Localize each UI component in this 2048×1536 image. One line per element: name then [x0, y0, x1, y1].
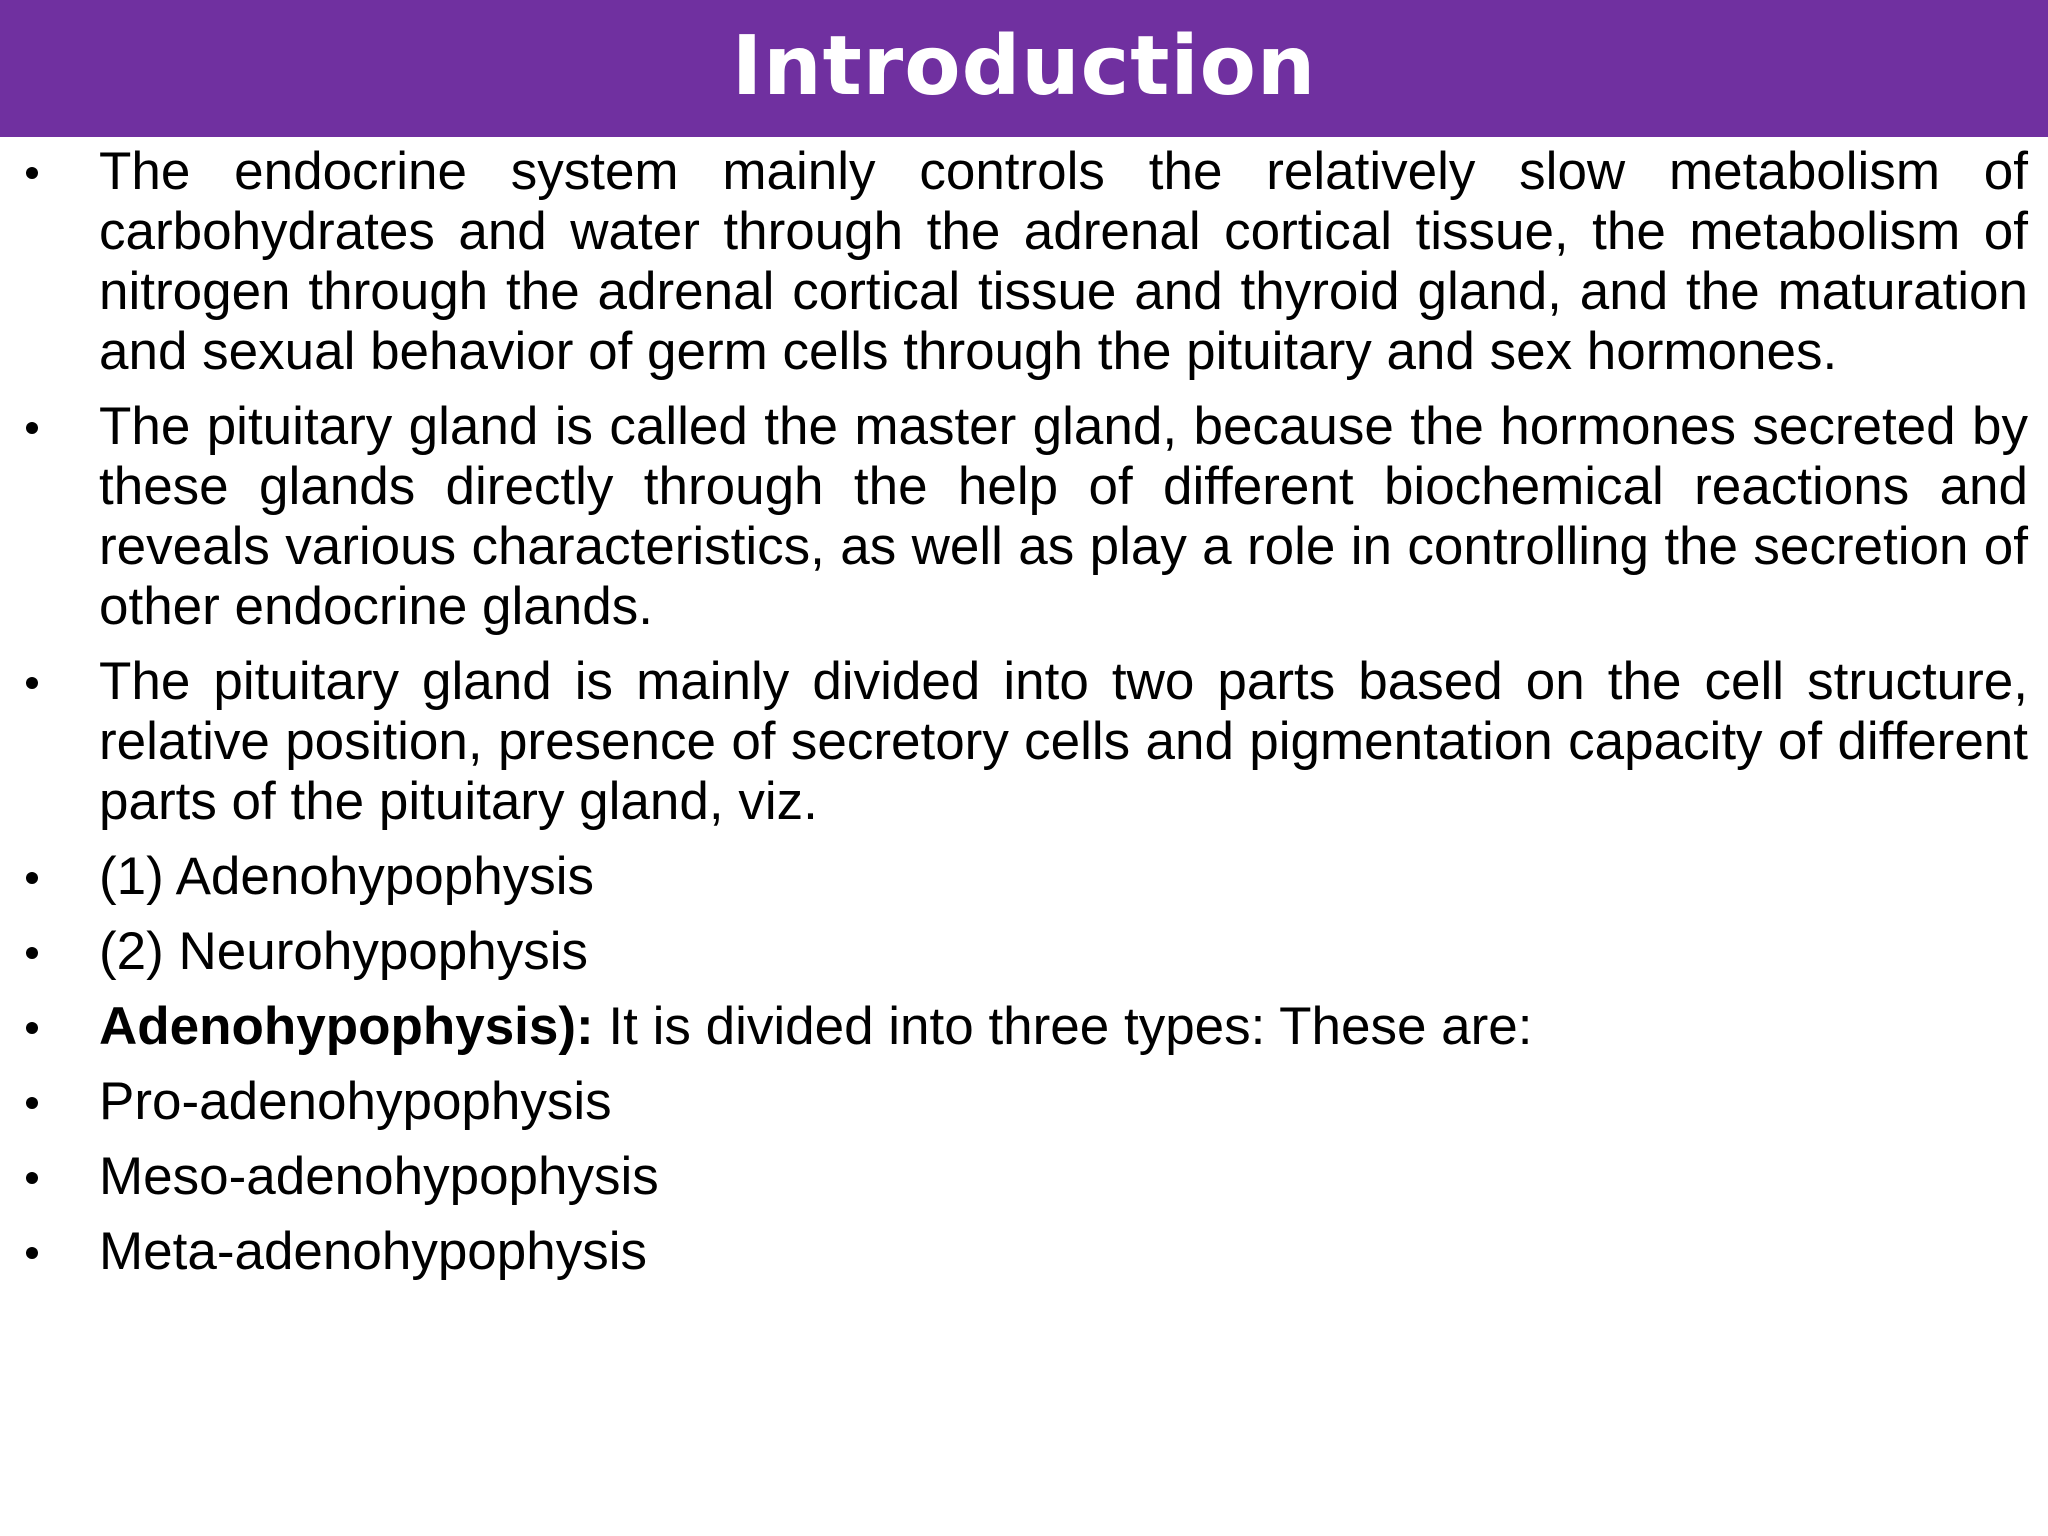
bullet-item-meso-adenohypophysis [0, 1147, 2048, 1207]
bullet-text: The pituitary gland is mainly divided into two parts based on the cell structure, relative position, presence of secretory cells and pigmentation capacity of different parts of the pituitary gland, viz. [99, 652, 2028, 831]
bullet-bold-term: Adenohypophysis): [99, 997, 594, 1056]
bullet-text: (2) Neurohypophysis [99, 922, 589, 981]
bullet-item-neurohypophysis [0, 922, 2048, 982]
bullet-text: (1) Adenohypophysis [99, 847, 594, 906]
bullet-item-meta-adenohypophysis [0, 1222, 2048, 1282]
bullet-dot-icon [26, 1172, 38, 1184]
bullet-text: The endocrine system mainly controls the relatively slow metabolism of carbohydrates and water through the adrenal cortical tissue, the metabolism of nitrogen through the adrenal cortical tissue and thyroid gland, and the maturation and sexual behavior of germ cells through the pituitary and sex hormones. [99, 142, 2028, 381]
bullet-text: Pro-adenohypophysis [99, 1072, 612, 1131]
bullet-dot-icon [26, 872, 38, 884]
bullet-item-adenohypophysis-types [0, 997, 2048, 1057]
bullet-dot-icon [26, 1247, 38, 1259]
bullet-dot-icon [26, 677, 38, 689]
bullet-item-pro-adenohypophysis [0, 1072, 2048, 1132]
slide-title: Introduction [731, 18, 1317, 114]
bullet-text: The pituitary gland is called the master gland, because the hormones secreted by these glands directly through the help of different biochemical reactions and reveals various characteristics, as well as play a role in controlling the secretion of other endocrine glands. [99, 397, 2028, 636]
bullet-list [0, 142, 2048, 1282]
bullet-dot-icon [26, 167, 38, 179]
bullet-item-master-gland [0, 397, 2048, 637]
bullet-dot-icon [26, 422, 38, 434]
bullet-item-endocrine-system [0, 142, 2048, 382]
bullet-item-two-parts [0, 652, 2048, 832]
slide-body [0, 142, 2048, 1282]
bullet-text: It is divided into three types: These are: [593, 997, 1533, 1056]
title-bar [0, 0, 2048, 137]
bullet-text: Meta-adenohypophysis [99, 1222, 648, 1281]
bullet-dot-icon [26, 1022, 38, 1034]
bullet-dot-icon [26, 947, 38, 959]
bullet-dot-icon [26, 1097, 38, 1109]
bullet-item-adenohypophysis [0, 847, 2048, 907]
bullet-text: Meso-adenohypophysis [99, 1147, 659, 1206]
